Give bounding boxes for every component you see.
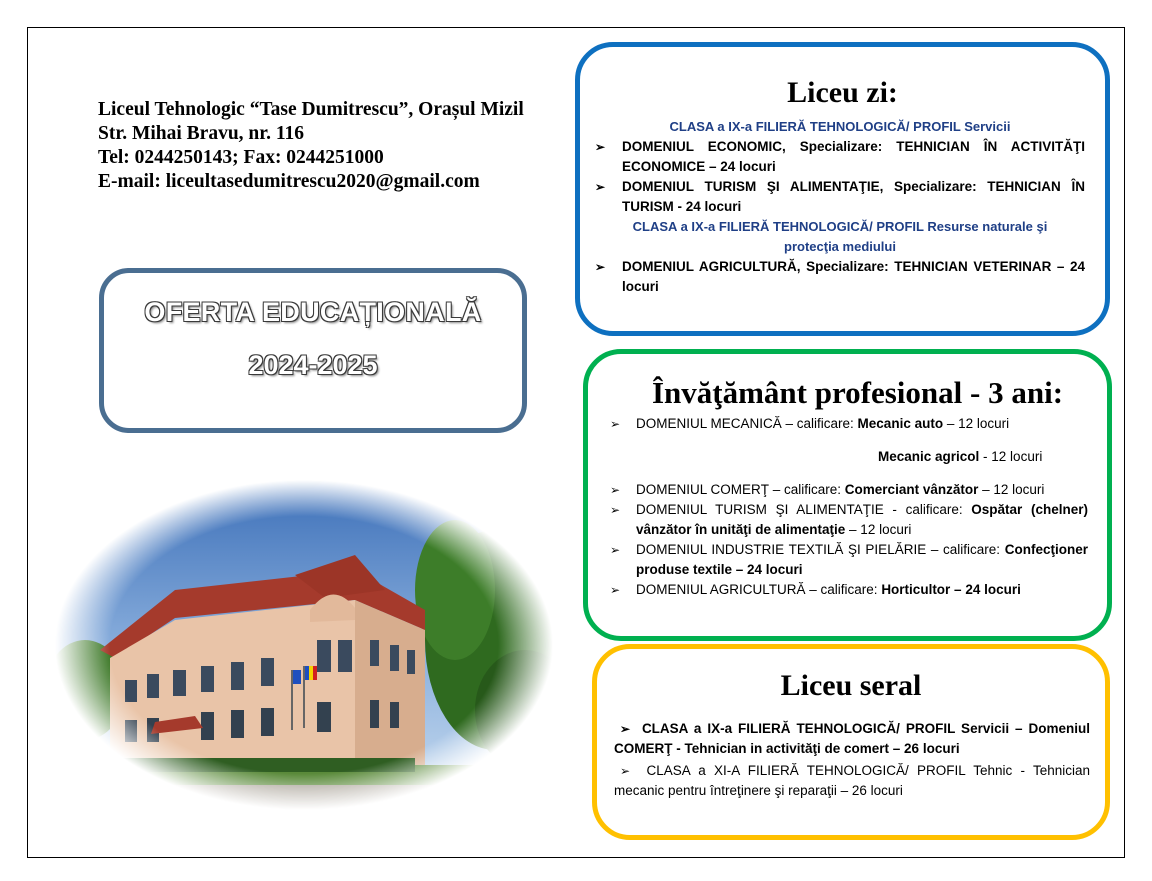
arrow-bullet-icon: ➢ <box>620 722 631 736</box>
list-item: ➢ DOMENIUL TURISM ŞI ALIMENTAŢIE, Specializare: TEHNICIAN ÎN TURISM - 24 locuri <box>595 179 1085 214</box>
offer-title-box <box>99 268 527 433</box>
liceu-zi-title: Liceu zi: <box>787 76 898 109</box>
seral-title: Liceu seral <box>780 669 922 702</box>
list-item: ➢ DOMENIUL TURISM ŞI ALIMENTAŢIE - calificare: Ospătar (chelner) vânzător în unităţi de alimentaţie – 12 locuri <box>610 502 1088 537</box>
contact-block <box>98 98 524 194</box>
arrow-bullet-icon: ➢ <box>595 260 606 274</box>
arrow-bullet-icon: ➢ <box>610 503 621 517</box>
arrow-bullet-icon: ➢ <box>610 483 621 497</box>
liceu-zi-group-2: CLASA a IX-a FILIERĂ TEHNOLOGICĂ/ PROFIL Resurse naturale şi protecţia mediului <box>632 219 1048 254</box>
school-email: E-mail: liceultasedumitrescu2020@gmail.com <box>98 171 480 192</box>
arrow-bullet-icon: ➢ <box>610 583 621 597</box>
profesional-title: Învăţământ profesional - 3 ani: <box>651 375 1064 410</box>
list-item: ➢ CLASA a XI-A FILIERĂ TEHNOLOGICĂ/ PROFIL Tehnic - Tehnician mecanic pentru întreţinere şi reparaţii – 26 locuri <box>614 763 1090 798</box>
seral-box <box>592 644 1110 840</box>
list-item: ➢ DOMENIUL ECONOMIC, Specializare: TEHNICIAN ÎN ACTIVITĂŢI ECONOMICE – 24 locuri <box>595 139 1085 174</box>
liceu-zi-group-1: CLASA a IX-a FILIERĂ TEHNOLOGICĂ/ PROFIL Servicii <box>669 119 1011 134</box>
school-address: Str. Mihai Bravu, nr. 116 <box>98 123 305 144</box>
offer-year: 2024-2025 <box>248 350 378 380</box>
arrow-bullet-icon: ➢ <box>620 764 631 778</box>
school-building-photo <box>55 480 553 810</box>
list-item: ➢ CLASA a IX-a FILIERĂ TEHNOLOGICĂ/ PROFIL Servicii – Domeniul COMERŢ - Tehnician in activităţi de comert – 26 locuri <box>614 721 1090 756</box>
list-item: ➢ DOMENIUL AGRICULTURĂ, Specializare: TEHNICIAN VETERINAR – 24 locuri <box>595 259 1085 294</box>
arrow-bullet-icon: ➢ <box>595 140 606 154</box>
arrow-bullet-icon: ➢ <box>595 180 606 194</box>
arrow-bullet-icon: ➢ <box>610 543 621 557</box>
list-item: ➢ DOMENIUL COMERŢ – calificare: Comerciant vânzător – 12 locuri <box>610 480 1088 500</box>
list-item: Mecanic agricol - 12 locuri <box>878 449 1043 464</box>
list-item: ➢ DOMENIUL INDUSTRIE TEXTILĂ ŞI PIELĂRIE – calificare: Confecţioner produse textile – 24 locuri <box>610 542 1088 577</box>
liceu-zi-box <box>575 42 1110 336</box>
profesional-box <box>583 349 1112 641</box>
list-item: ➢ DOMENIUL MECANICĂ – calificare: Mecanic auto – 12 locuri <box>610 414 1088 434</box>
arrow-bullet-icon: ➢ <box>610 417 621 431</box>
school-phone: Tel: 0244250143; Fax: 0244251000 <box>98 147 384 168</box>
offer-title: OFERTA EDUCAȚIONALĂ <box>144 297 482 327</box>
school-name: Liceul Tehnologic “Tase Dumitrescu”, Orașul Mizil <box>98 99 524 120</box>
list-item: ➢ DOMENIUL AGRICULTURĂ – calificare: Horticultor – 24 locuri <box>610 580 1088 600</box>
